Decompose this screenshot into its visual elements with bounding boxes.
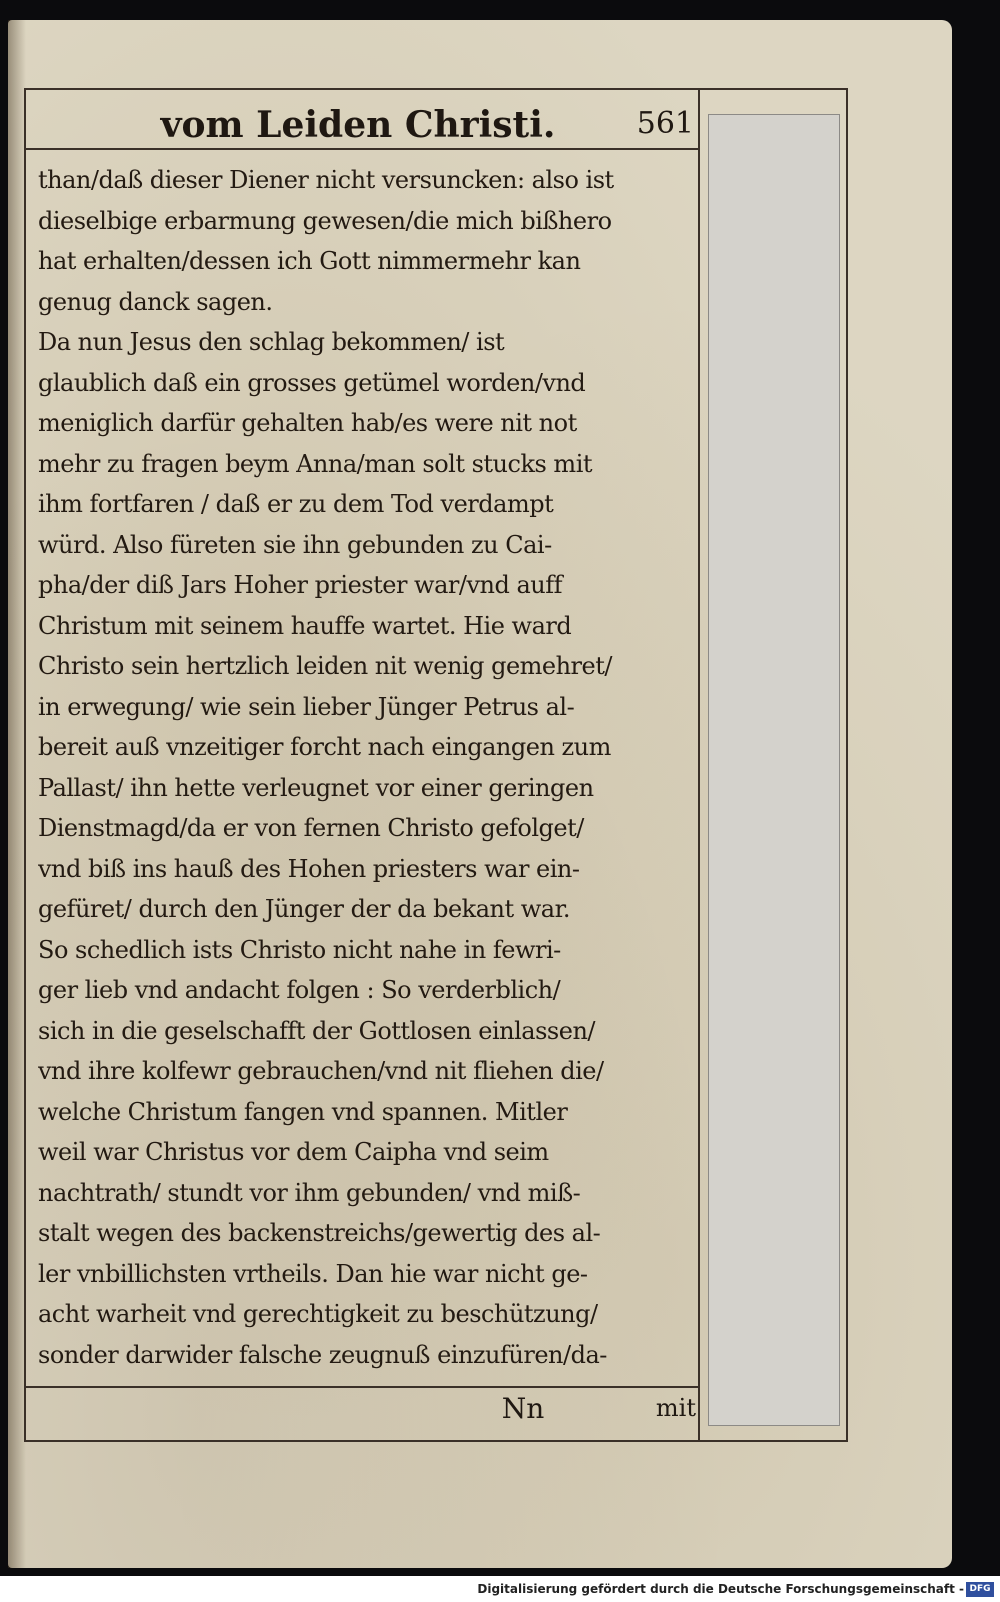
body-text xyxy=(38,160,698,1375)
text-line: hat erhalten/dessen ich Gott nimmermehr kan xyxy=(38,247,581,275)
text-line: glaublich daß ein grosses getümel worden/vnd xyxy=(38,368,586,397)
text-line: Dienstmagd/da er von fernen Christo gefolget/ xyxy=(38,814,584,842)
text-line: welche Christum fangen vnd spannen. Mitler xyxy=(38,1097,568,1126)
text-line: Pallast/ ihn hette verleugnet vor einer geringen xyxy=(38,773,594,802)
text-line: pha/der diß Jars Hoher priester war/vnd auff xyxy=(38,571,562,599)
margin-note-column xyxy=(708,114,840,1426)
footer-rule xyxy=(24,1386,700,1388)
funding-credit: Digitalisierung gefördert durch die Deutsche Forschungsgemeinschaft - xyxy=(477,1582,964,1596)
text-line: in erwegung/ wie sein lieber Jünger Petrus al- xyxy=(38,692,575,721)
text-line: Da nun Jesus den schlag bekommen/ ist xyxy=(38,328,505,356)
margin-frame xyxy=(700,88,848,1442)
text-line: Christo sein hertzlich leiden nit wenig gemehret/ xyxy=(38,652,612,680)
text-line: ger lieb vnd andacht folgen : So verderblich/ xyxy=(38,976,561,1004)
text-line: mehr zu fragen beym Anna/man solt stucks mit xyxy=(38,449,593,478)
text-line: ihm fortfaren / daß er zu dem Tod verdampt xyxy=(38,490,554,518)
text-line: stalt wegen des backenstreichs/gewertig des al- xyxy=(38,1219,601,1247)
text-line: vnd ihre kolfewr gebrauchen/vnd nit fliehen die/ xyxy=(38,1057,604,1085)
text-line: sich in die geselschafft der Gottlosen einlassen/ xyxy=(38,1016,595,1045)
text-line: acht warheit vnd gerechtigkeit zu beschützung/ xyxy=(38,1300,598,1328)
text-line: nachtrath/ stundt vor ihm gebunden/ vnd miß- xyxy=(38,1178,581,1207)
text-line: So schedlich ists Christo nicht nahe in fewri- xyxy=(38,935,561,964)
text-line: Christum mit seinem hauffe wartet. Hie ward xyxy=(38,611,572,640)
text-line: vnd biß ins hauß des Hohen priesters war ein- xyxy=(38,854,580,883)
text-line: than/daß dieser Diener nicht versuncken: also ist xyxy=(38,166,614,194)
page-number: 561 xyxy=(636,106,694,141)
header-rule xyxy=(24,148,700,150)
text-line: meniglich darfür gehalten hab/es were nit not xyxy=(38,409,577,437)
dfg-logo-icon: DFG xyxy=(966,1582,994,1597)
text-line: dieselbige erbarmung gewesen/die mich bißhero xyxy=(38,206,612,235)
text-line: würd. Also füreten sie ihn gebunden zu Cai- xyxy=(38,530,552,559)
signature-mark: Nn xyxy=(501,1392,545,1425)
text-line: sonder darwider falsche zeugnuß einzufüren/da- xyxy=(38,1340,607,1369)
text-line: genug danck sagen. xyxy=(38,287,273,316)
text-line: bereit auß vnzeitiger forcht nach eingangen zum xyxy=(38,733,611,761)
text-line: gefüret/ durch den Jünger der da bekant war. xyxy=(38,895,571,923)
running-head: vom Leiden Christi. xyxy=(160,104,556,146)
text-line: weil war Christus vor dem Caipha vnd seim xyxy=(38,1138,549,1166)
text-line: ler vnbillichsten vrtheils. Dan hie war nicht ge- xyxy=(38,1259,588,1288)
book-page xyxy=(8,20,952,1568)
catchword: mit xyxy=(655,1394,696,1422)
